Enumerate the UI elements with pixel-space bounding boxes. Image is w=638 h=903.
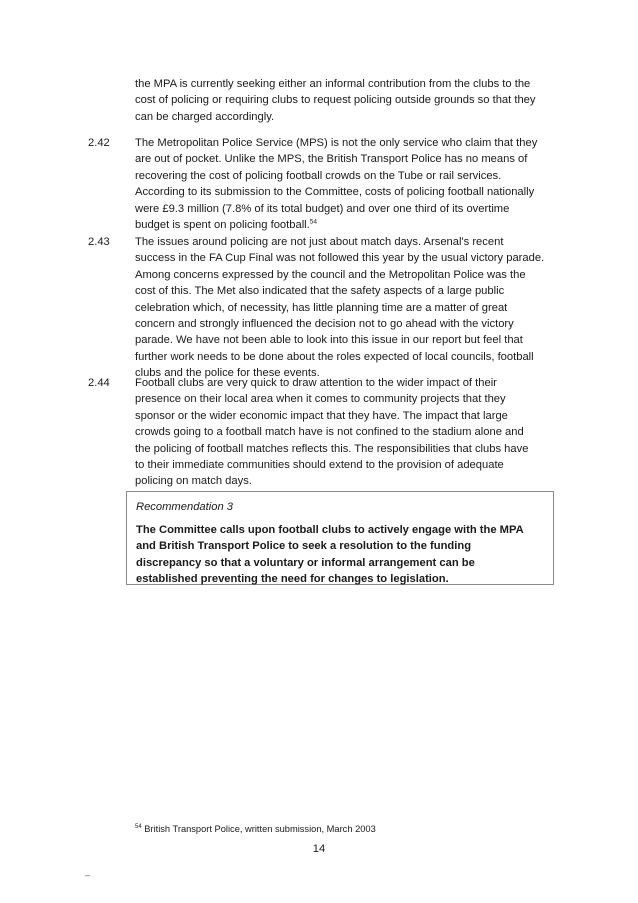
paragraph-number: 2.44: [88, 377, 110, 389]
paragraph-line: to their immediate communities should extend to the provision of adequate: [135, 459, 504, 472]
footnote-reference[interactable]: 54: [309, 218, 318, 226]
recommendation-title: Recommendation 3: [136, 501, 234, 513]
paragraph-number: 2.42: [88, 137, 110, 149]
paragraph-line: cost of policing or requiring clubs to request policing outside grounds so that they: [135, 94, 536, 107]
footnote-text: British Transport Police, written submission, March 2003: [141, 824, 376, 834]
paragraph-line: Football clubs are very quick to draw attention to the wider impact of their: [135, 377, 497, 389]
paragraph-line: sponsor or the wider economic impact that they have. The impact that large: [135, 409, 508, 422]
footnote-number: 54: [135, 823, 142, 830]
paragraph-line: presence on their local area when it comes to community projects that they: [135, 393, 506, 406]
paragraph-line: were £9.3 million (7.8% of its total budget) and over one third of its overtime: [135, 202, 510, 215]
paragraph-line: Among concerns expressed by the council and the Metropolitan Police was the: [135, 268, 526, 281]
paragraph-line-text: budget is spent on policing football.: [135, 219, 310, 232]
paragraph-line: recovering the cost of policing football crowds on the Tube or rail services.: [135, 169, 502, 182]
footnote: [135, 823, 376, 836]
paragraph-line: the policing of football matches reflects this. The responsibilities that clubs have: [135, 442, 529, 455]
page-number: 14: [312, 843, 326, 855]
paragraph-line-with-footnote: [135, 217, 537, 233]
paragraph-line: crowds going to a football match have is not confined to the stadium alone and: [135, 426, 524, 439]
paragraph-line: cost of this. The Met also indicated that the safety aspects of a large public: [135, 285, 505, 298]
recommendation-line: and British Transport Police to seek a resolution to the funding: [136, 540, 472, 553]
paragraph-line: further work needs to be done about the roles expected of local councils, football: [135, 350, 534, 363]
paragraph-line: celebration which, of necessity, has little planning time are a matter of great: [135, 301, 508, 314]
paragraph-line: policing on match days.: [135, 475, 252, 488]
paragraph-number: 2.43: [88, 236, 110, 248]
paragraph-line: the MPA is currently seeking either an informal contribution from the clubs to the: [135, 78, 531, 90]
paragraph-line: success in the FA Cup Final was not followed this year by the usual victory parade.: [135, 252, 545, 265]
paragraph-line: concern and strongly influenced the decision not to go ahead with the victory: [135, 318, 514, 331]
paragraph-line: are out of pocket. Unlike the MPS, the British Transport Police has no means of: [135, 153, 528, 166]
paragraph-line: parade. We have not been able to look into this issue in our report but feel that: [135, 334, 523, 347]
paragraph-line: The Metropolitan Police Service (MPS) is not the only service who claim that they: [135, 137, 538, 149]
paragraph-line: clubs and the police for these events.: [135, 367, 320, 380]
recommendation-line: established preventing the need for changes to legislation.: [136, 573, 449, 586]
paragraph-line: can be charged accordingly.: [135, 110, 275, 123]
bottom-dash-mark: –: [85, 870, 91, 880]
paragraph-line: According to its submission to the Committee, costs of policing football nationally: [135, 186, 535, 199]
paragraph-line: The issues around policing are not just about match days. Arsenal's recent: [135, 236, 504, 248]
recommendation-line: The Committee calls upon football clubs to actively engage with the MPA: [136, 524, 524, 536]
recommendation-box: [126, 491, 554, 585]
recommendation-line: discrepancy so that a voluntary or informal arrangement can be: [136, 556, 475, 569]
